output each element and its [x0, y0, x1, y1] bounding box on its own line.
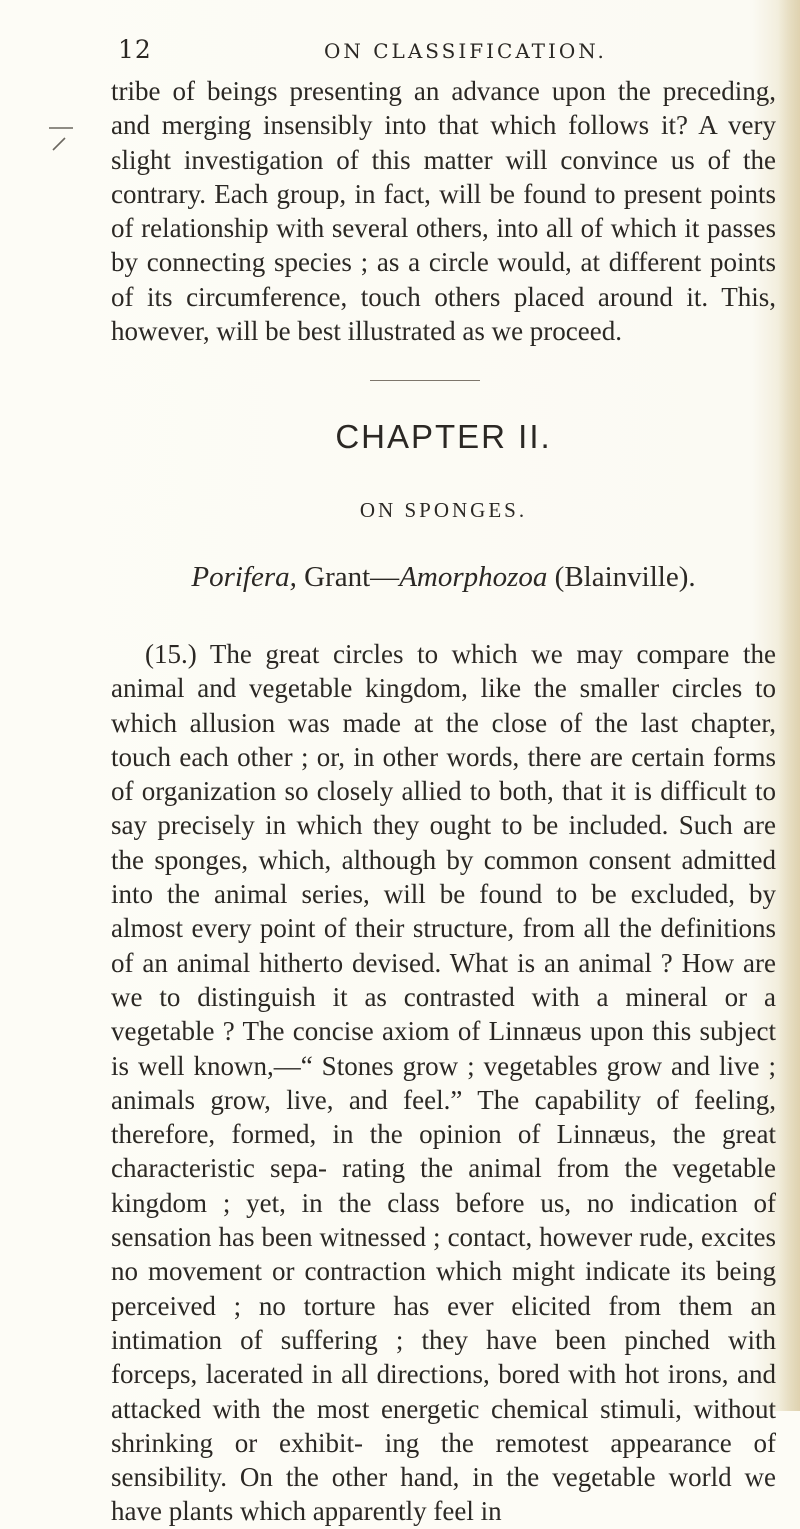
chapter-heading: CHAPTER II. — [335, 418, 552, 455]
chapter-subtitle: ON SPONGES. — [359, 498, 528, 522]
authority-grant: Grant— — [296, 561, 400, 593]
running-title: ON CLASSIFICATION. — [324, 39, 607, 63]
taxonomy-line — [111, 561, 776, 594]
section-divider — [370, 380, 480, 381]
authority-blainville: (Blainville). — [547, 561, 696, 593]
page-number: 12 — [118, 35, 152, 64]
page-edge-shadow — [778, 0, 800, 1411]
paragraph-2: (15.) The great circles to which we may compare the animal and vegetable kingdom, like the smaller circles to which allusion was made at the close of the last chapter, touch each other ; or, in other words, there are certain forms of organization so closely allied to both, that it is difficult to say precisely in which they ought to be included. Such are the sponges, which, although by common consent admitted into the animal series, will be found to be excluded, by almost every point of their structure, from all the definitions of an animal hitherto devised. What is an animal ? How are we to distinguish it as contrasted with a mineral or a vegetable ? The concise axiom of Linnæus upon this subject is well known,—“ Stones grow ; vegetables grow and live ; animals grow, live, and feel.” The capability of feeling, therefore, formed, in the opinion of Linnæus, the great characteristic sepa- rating the animal from the vegetable kingdom ; yet, in the class before us, no indication of sensation has been witnessed ; contact, however rude, excites no movement or contraction which might indicate its being perceived ; no torture has ever elicited from them an intimation of suffering ; they have been pinched with forceps, lacerated in all directions, bored with hot irons, and attacked with the most energetic chemical stimuli, without shrinking or exhibit- ing the remotest appearance of sensibility. On the other hand, in the vegetable world we have plants which apparently feel in — [111, 639, 776, 1527]
paragraph-1: tribe of beings presenting an advance upon the preceding, and merging insensibly into that which follows it? A very slight investigation of this matter will convince us of the contrary. Each group, in fact, will be found to present points of relationship with several others, into all of which it passes by connecting species ; as a circle would, at different points of its circumference, touch others placed around it. This, however, will be best illustrated as we proceed. — [111, 76, 776, 347]
running-head — [118, 35, 758, 75]
taxon-name-porifera: Porifera, — [191, 561, 297, 593]
taxon-name-amorphozoa: Amorphozoa — [399, 561, 548, 593]
margin-pencil-mark — [47, 122, 87, 152]
